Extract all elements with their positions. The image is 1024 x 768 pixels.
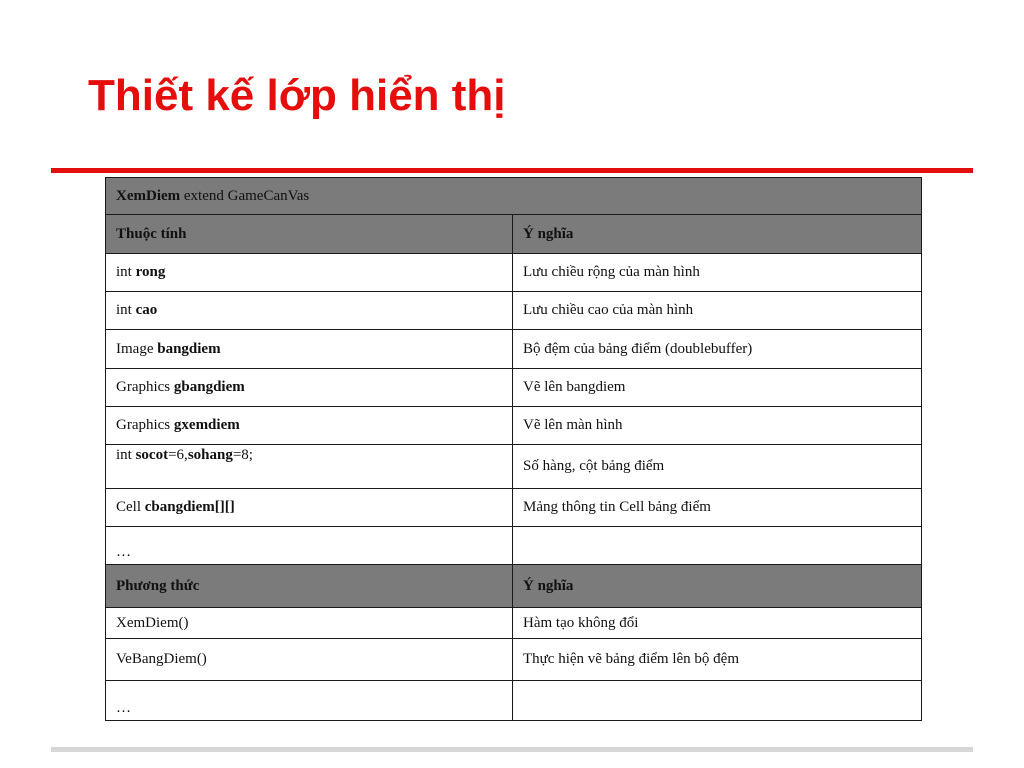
attribute-row [106, 369, 922, 407]
slide-title: Thiết kế lớp hiển thị [88, 71, 506, 120]
meaning-cell: Bộ đệm của bảng điểm (doublebuffer) [513, 330, 922, 369]
class-table [105, 177, 922, 721]
meaning-cell: Vẽ lên màn hình [513, 407, 922, 445]
meaning-cell: Mảng thông tin Cell bảng điểm [513, 489, 922, 527]
method-cell: XemDiem() [106, 608, 513, 639]
attributes-header-row [106, 215, 922, 254]
attribute-cell: Image bangdiem [106, 330, 513, 369]
attribute-cell: Graphics gbangdiem [106, 369, 513, 407]
methods-header-col2: Ý nghĩa [513, 565, 922, 608]
attribute-row [106, 292, 922, 330]
footer-divider [51, 747, 973, 752]
method-row [106, 608, 922, 639]
attribute-cell: … [106, 527, 513, 565]
method-row [106, 639, 922, 681]
attribute-cell: int socot=6,sohang=8; [106, 445, 513, 489]
attribute-row [106, 445, 922, 489]
attributes-header-col2: Ý nghĩa [513, 215, 922, 254]
attribute-row [106, 254, 922, 292]
meaning-cell [513, 527, 922, 565]
methods-header-row [106, 565, 922, 608]
meaning-cell: Hàm tạo không đổi [513, 608, 922, 639]
meaning-cell [513, 681, 922, 721]
class-header-cell [106, 178, 922, 215]
attribute-cell: int rong [106, 254, 513, 292]
meaning-cell: Số hàng, cột bảng điểm [513, 445, 922, 489]
class-header-row [106, 178, 922, 215]
class-name: XemDiem [116, 187, 181, 204]
meaning-cell: Vẽ lên bangdiem [513, 369, 922, 407]
attribute-row [106, 527, 922, 565]
title-divider [51, 168, 973, 173]
method-row [106, 681, 922, 721]
attribute-cell: Graphics gxemdiem [106, 407, 513, 445]
attribute-row [106, 407, 922, 445]
attribute-cell: int cao [106, 292, 513, 330]
meaning-cell: Lưu chiều cao của màn hình [513, 292, 922, 330]
method-cell: VeBangDiem() [106, 639, 513, 681]
methods-header-col1: Phương thức [106, 565, 513, 608]
method-cell: … [106, 681, 513, 721]
meaning-cell: Thực hiện vẽ bảng điểm lên bộ đệm [513, 639, 922, 681]
attribute-row [106, 489, 922, 527]
attribute-row [106, 330, 922, 369]
class-extends: extend GameCanVas [180, 187, 310, 204]
meaning-cell: Lưu chiều rộng của màn hình [513, 254, 922, 292]
attribute-cell: Cell cbangdiem[][] [106, 489, 513, 527]
attributes-header-col1: Thuộc tính [106, 215, 513, 254]
